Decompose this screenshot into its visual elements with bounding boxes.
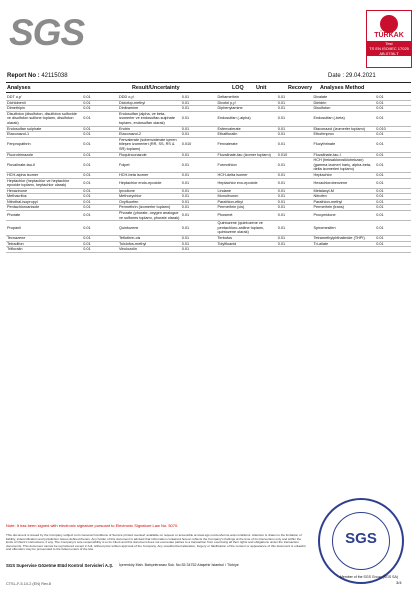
analyte-name: Endosulfan (-alpha) [217, 116, 251, 121]
analyte-name: Permethrin (izomerler toplamı) [119, 205, 171, 210]
analyte-name: Quintozene (quintozene ve pentachloro-aniline toplamı, quintozene olarak) [217, 221, 265, 235]
accreditation-line-3: AB-0736-T [367, 51, 411, 56]
col-analyses: Analyses [7, 85, 31, 91]
analyte-name: Lindane [217, 188, 232, 193]
analyte-name: Fenvalerate (sobenvalerate içeren bileşen izomerleri (RR, SS, RS & SR) toplamı) [119, 137, 177, 151]
analyte-name: Fluorotrimazole [7, 152, 34, 157]
analyte-result: 0.01 [83, 194, 91, 199]
disclaimer: This document is issued by the Company subject to its General Conditions of Service printed overleaf, available on request or accessible at www.sgs.com/en/terms-and-conditions. Attention is drawn to the limitation of liability, indemnification and jurisdiction issues defined therein. Any holder of this document is advised that information contained hereon reflects the Company's findings at the time of its intervention only and within the limits of Client's instructions, if any. The Company's sole responsibility is to its Client and this document does not exonerate parties to a transaction from exercising all their rights and obligations under the transaction documents. This document cannot be reproduced except in full, without prior written approval of the Company. Any unauthorized alteration, forgery or falsification of the content or appearance of this document is unlawful and offenders may be prosecuted to the fullest extent of the law. [6, 533, 306, 552]
analyte-result: 0.01 [277, 132, 286, 137]
analyte-name: Trifluralin [7, 247, 23, 252]
analyte-result: 0.01 [83, 199, 91, 204]
analyte-name: Tefluthrin-cis [119, 236, 141, 241]
doc-code: CTSL-F-5.10-2 (EN) Rev.8 [6, 582, 51, 586]
page-number: 3/4 [396, 580, 402, 585]
analyte-result: 0.01 [376, 106, 384, 111]
analyte-name: Phosmet [217, 213, 233, 218]
analyte-name: Nitrofen [313, 194, 327, 199]
analyte-result: 0.01 [83, 95, 91, 99]
sgs-logo: SGS [9, 12, 85, 53]
analyte-name: Phorate [7, 213, 21, 218]
analyte-result: 0.01 [376, 172, 384, 177]
analyte-result: 0.01 [277, 199, 286, 204]
analyte-result: 0.01 [181, 225, 190, 230]
analyte-name: Pentachloroanisole [7, 205, 40, 210]
report-value: 42115038 [41, 73, 68, 79]
analyte-result: 0.01 [277, 142, 286, 147]
analyte-name: Folpet [119, 162, 130, 167]
analyte-name: Etaconazol-1 [7, 132, 30, 137]
analyte-result: 0.01 [277, 95, 286, 99]
analyte-name: Fluvalinate-tau-I [313, 152, 341, 157]
analyte-name: DDT o,p' [7, 95, 22, 99]
analyte-result: 0.01 [277, 162, 286, 167]
analyte-result: 0.01 [277, 225, 286, 230]
analyte-name: Etaconazol (izomerler toplamı) [313, 126, 365, 131]
analyte-result: 0.01 [181, 194, 190, 199]
analyte-name: Ethalfluralin [217, 132, 238, 137]
analyte-name: Tolclofos-methyl [119, 241, 147, 246]
analyte-name: DDD o,p' [119, 95, 135, 99]
analyte-result: 0.01 [83, 180, 91, 185]
analyte-result: 0.01 [376, 205, 384, 210]
analyte-name: Endosulfan sulphate [7, 126, 42, 131]
analyte-result: 0.01 [181, 116, 190, 121]
analyte-name: Permethrin (cis) [217, 205, 245, 210]
analyte-result: 0.01 [181, 241, 190, 246]
analyte-name: Fenvalerate [217, 142, 238, 147]
analyte-name: Tolylfluanid [217, 241, 237, 246]
analyte-name: Fluvalinate-tau-II [7, 162, 36, 167]
col-result: Result/Uncertainty [132, 85, 180, 91]
analyte-name: HCH-delta isomer [217, 172, 248, 177]
company-stamp [318, 498, 404, 584]
analyte-name: Metalaxyl-M [313, 188, 334, 193]
report-number [7, 73, 68, 79]
col-unit: Unit [256, 85, 267, 91]
accreditation-badge [366, 10, 412, 68]
footer-address: İçerenköy Mah. Bahçelerarası Sok. No:35 34752 Ataşehir İstanbul / Türkiye [119, 563, 239, 567]
analyte-result: 0.01 [376, 162, 384, 167]
analyte-name: Endrin [119, 126, 130, 131]
analyte-name: Tecnazene [7, 236, 26, 241]
analyte-name: Endosulfan (-beta) [313, 116, 345, 121]
report-date: Date : 29.04.2021 [328, 73, 376, 79]
analyte-result: 0.01 [376, 180, 384, 185]
analyte-result: 0.01 [83, 126, 91, 131]
analyte-name: Hexazinone [7, 188, 28, 193]
analyte-name: HCH-beta isomer [119, 172, 149, 177]
analyte-name: Parathion-methyl [313, 199, 343, 204]
analyte-result: 0.01 [376, 132, 384, 137]
analyte-name: Iprodione [119, 188, 135, 193]
stamp-text: SGS [345, 530, 377, 547]
analyte-result: 0.01 [181, 172, 190, 177]
analyte-result: 0.01 [83, 116, 91, 121]
analyte-name: Permethrin (trans) [313, 205, 345, 210]
analyte-name: Diclofop-methyl [119, 100, 146, 105]
analyte-result: 0.01 [181, 162, 190, 167]
analyte-result: 0.01 [376, 213, 384, 218]
analyte-result: 0.01 [277, 116, 286, 121]
analyte-name: Flucythrinate [313, 142, 336, 147]
analyte-result: 0.01 [181, 106, 190, 111]
analyte-name: Fenpropathrin [7, 142, 31, 147]
analyte-name: Fluvalinate-tau (izomer toplamı) [217, 152, 271, 157]
analyte-result: 0.01 [181, 95, 190, 99]
col-method: Analyses Method [320, 85, 365, 91]
analyte-result: 0.01 [83, 106, 91, 111]
analyte-result: 0.01 [277, 180, 286, 185]
analyte-name: Procymidone [313, 213, 336, 218]
footer-company: SGS Supervise Gözetme Etüd Kontrol Servisleri A.Ş. [6, 563, 114, 568]
accreditation-name: TÜRKAK [374, 32, 404, 39]
analyte-result: 0.01 [376, 116, 384, 121]
analyte-result: 0.01 [181, 100, 190, 105]
analyte-name: Methacrifos [7, 194, 27, 199]
analyte-result: 0.01 [83, 225, 91, 230]
analyte-name: Vinclozolin [119, 247, 138, 252]
analyte-result: 0.01 [181, 132, 190, 137]
table-row [6, 221, 411, 236]
e-signature-note: Note: It has been signed with electronic signature pursuant to Electronic Signature Law No. 5070. [6, 523, 179, 528]
analyte-result: 0.01 [83, 100, 91, 105]
analyte-name: Deltamethrin [217, 95, 240, 99]
analyte-name: Quintozene [119, 225, 139, 230]
report-label: Report No : [7, 73, 40, 79]
analyte-name: Terbufos [217, 236, 233, 241]
divider [6, 92, 411, 93]
analyte-name: Fluquinconazole [119, 152, 147, 157]
analyte-result: 0.01 [376, 152, 384, 157]
table-row [6, 247, 411, 253]
analyte-result: 0.01 [277, 236, 286, 241]
table-row [6, 158, 411, 173]
accreditation-seal-icon [380, 15, 398, 33]
analyte-result: 0.01 [376, 241, 384, 246]
analyte-result: 0.01 [376, 142, 384, 147]
analyte-result: 0.01 [376, 236, 384, 241]
analyte-result: 0.01 [181, 205, 190, 210]
analyte-result: 0.01 [83, 152, 91, 157]
analyte-result: 0.01 [83, 236, 91, 241]
analyte-result: 0.01 [181, 199, 190, 204]
analyte-result: 0.01 [277, 241, 286, 246]
analyte-result: 0.01 [83, 142, 91, 147]
analyte-name: Spiromesifen [313, 225, 336, 230]
accreditation-line-2: TS EN ISO/IEC 17025 [367, 46, 411, 51]
analyte-result: 0.01 [277, 126, 286, 131]
analyte-name: Nitrothal-isopropyl [7, 199, 38, 204]
table-row [6, 211, 411, 221]
analyte-name: HCH-alpha isomer [7, 172, 39, 177]
analyte-name: Heptachlor [313, 172, 332, 177]
analyte-result: 0.01 [277, 172, 286, 177]
analyte-name: Propanil [7, 225, 21, 230]
table-row [6, 112, 411, 127]
analyte-name: Heptachlor (heptachlor ve heptachlor epoxide toplamı, heptachlor olarak) [7, 178, 70, 188]
col-loq: LOQ [232, 85, 244, 91]
analyte-result: 0.01 [83, 205, 91, 210]
analyte-name: Diphenylamine [217, 106, 243, 111]
analyte-result: 0.01 [181, 126, 190, 131]
analyte-result: 0.01 [83, 162, 91, 167]
analyte-result: 0.01 [376, 188, 384, 193]
analyte-name: Dicofol p,p' [217, 100, 237, 105]
analyte-name: Dimethipin [7, 106, 25, 111]
divider [6, 82, 411, 83]
analyte-result: 0.01 [376, 100, 384, 105]
analyte-result: 0.01 [181, 213, 190, 218]
analyte-result: 0.01 [83, 172, 91, 177]
analyte-name: Oxyfluorfen [119, 199, 139, 204]
analyte-result: 0.01 [181, 188, 190, 193]
analyte-result: 0.01 [277, 205, 286, 210]
analyte-result: 0.010 [181, 142, 192, 147]
analyte-name: Disulfoton (disulfoton, disulfoton sulfoxide ve disulfoton sulfone toplamı, disulfoton olarak) [7, 111, 77, 125]
analyte-result: 0.01 [277, 100, 286, 105]
results-table [6, 95, 411, 253]
analyte-name: Formothion [217, 162, 237, 167]
analyte-name: Methoxychlor [119, 194, 142, 199]
analyte-name: Divalate [313, 95, 328, 99]
analyte-result: 0.01 [277, 106, 286, 111]
analyte-result: 0.01 [181, 152, 190, 157]
analyte-result: 0.01 [277, 213, 286, 218]
analyte-name: Esfenvalerate [217, 126, 241, 131]
analyte-name: Dieldrin [313, 100, 327, 105]
analyte-name: HCH (heksaklorosiklohekzan) (gamma izomeri hariç, alpha-beta-delta izomerleri toplamı) [313, 158, 372, 172]
analyte-name: Tri-allate [313, 241, 329, 246]
analyte-result: 0.010 [376, 126, 386, 131]
analyte-name: Ethofenprox [313, 132, 334, 137]
analyte-name: Parathion-ethyl [217, 199, 244, 204]
analyte-result: 0.01 [376, 194, 384, 199]
analyte-name: Tetramethylphthalimide (THPI) [313, 236, 365, 241]
analyte-name: Heptachlor endo-epoxide [119, 180, 162, 185]
analyte-name: Phorate (phorate, oxygen analogue ve sulfones toplamı, phorate olarak) [119, 211, 180, 220]
analyte-name: Etaconazol-2 [119, 132, 142, 137]
member-text: Member of the SGS Group (SGS SA) [340, 575, 398, 579]
analyte-result: 0.01 [83, 241, 91, 246]
analyte-result: 0.01 [181, 180, 190, 185]
table-row [6, 138, 411, 153]
accreditation-line-1: Test [367, 41, 411, 46]
analyte-result: 0.01 [181, 236, 190, 241]
analyte-name: Disulfoton [313, 106, 331, 111]
analyte-result: 0.01 [277, 194, 286, 199]
analyte-result: 0.01 [83, 132, 91, 137]
analyte-name: Tetradifon [7, 241, 24, 246]
analyte-name: Heptachlor exo-epoxide [217, 180, 258, 185]
analyte-result: 0.01 [376, 199, 384, 204]
analyte-result: 0.01 [376, 95, 384, 99]
analyte-name: Dichlobenil [7, 100, 26, 105]
analyte-name: Dinitramine [119, 106, 139, 111]
analyte-result: 0.01 [181, 247, 190, 252]
table-row [6, 179, 411, 189]
col-recovery: Recovery [288, 85, 313, 91]
analyte-name: Hexachlorobenzene [313, 180, 348, 185]
analyte-name: Monolinuron [217, 194, 239, 199]
analyte-name: Endosulfan (alpha, ve beta-izomerler ve endosulfan-sulphate toplamı, endosulfan olarak) [119, 111, 175, 125]
analyte-result: 0.01 [83, 188, 91, 193]
analyte-result: 0.01 [376, 225, 384, 230]
analyte-result: 0.01 [83, 213, 91, 218]
analyte-result: 0.01 [277, 188, 286, 193]
analyte-result: 0.01 [83, 247, 91, 252]
analyte-result: 0.010 [277, 152, 288, 157]
